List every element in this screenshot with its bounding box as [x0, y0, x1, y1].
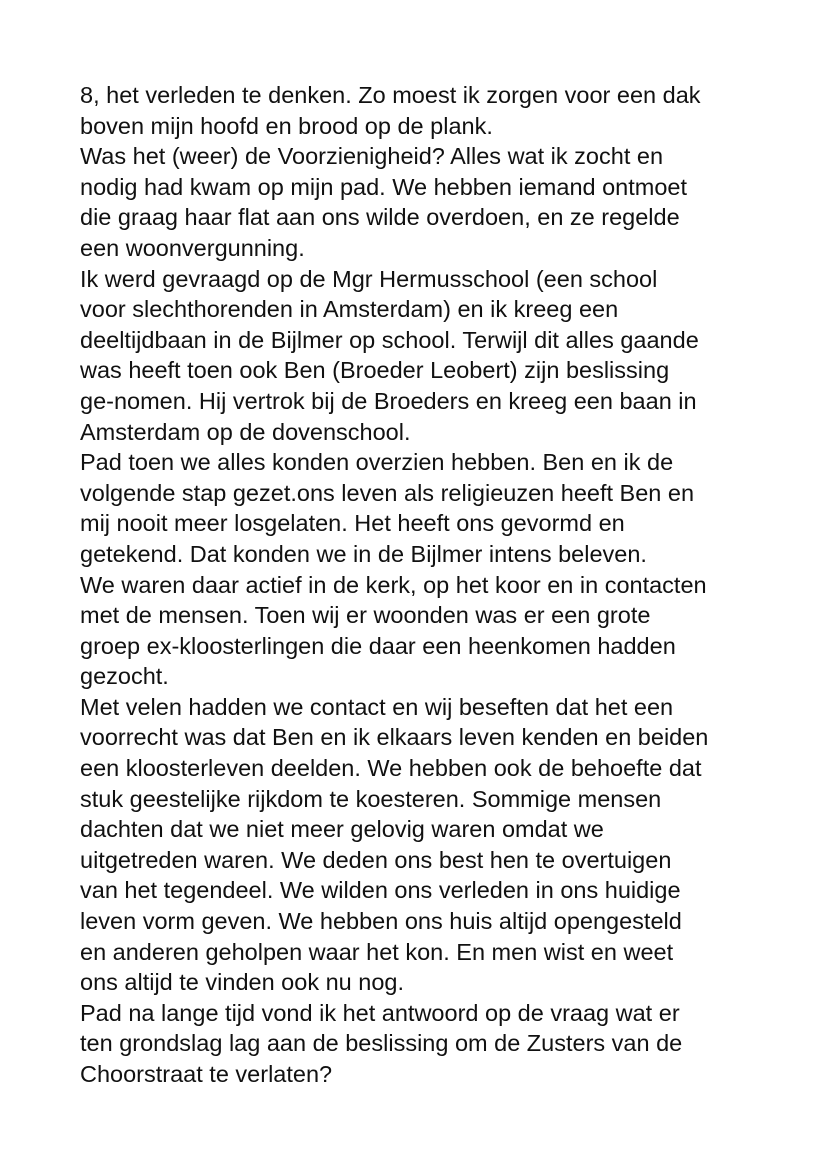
text-line: Met velen hadden we contact en wij beseften dat het een: [80, 693, 674, 720]
text-line: dachten dat we niet meer gelovig waren omdat we: [80, 816, 604, 843]
text-line: van het tegendeel. We wilden ons verleden in ons huidige: [80, 877, 681, 904]
text-line: voor slechthorenden in Amsterdam) en ik kreeg een: [80, 296, 619, 323]
text-line: gezocht.: [80, 663, 169, 690]
text-line: was heeft toen ook Ben (Broeder Leobert) zijn beslissing: [80, 357, 670, 384]
text-line: ten grondslag lag aan de beslissing om de Zusters van de: [80, 1030, 683, 1057]
text-line: uitgetreden waren. We deden ons best hen te overtuigen: [80, 846, 672, 873]
text-line: ge-nomen. Hij vertrok bij de Broeders en kreeg een baan in: [80, 387, 697, 414]
text-line: stuk geestelijke rijkdom te koesteren. Sommige mensen: [80, 785, 662, 812]
text-line: die graag haar flat aan ons wilde overdoen, en ze regelde: [80, 204, 680, 231]
text-line: een kloosterleven deelden. We hebben ook de behoefte dat: [80, 755, 702, 782]
text-line: een woonvergunning.: [80, 234, 305, 261]
text-line: leven vorm geven. We hebben ons huis altijd opengesteld: [80, 908, 682, 935]
text-line: boven mijn hoofd en brood op de plank.: [80, 112, 493, 139]
text-line: volgende stap gezet.ons leven als religieuzen heeft Ben en: [80, 479, 695, 506]
text-line: groep ex-kloosterlingen die daar een heenkomen hadden: [80, 632, 676, 659]
text-line: met de mensen. Toen wij er woonden was er een grote: [80, 602, 651, 629]
text-line: en anderen geholpen waar het kon. En men wist en weet: [80, 938, 674, 965]
body-text: [80, 80, 770, 1090]
text-line: We waren daar actief in de kerk, op het koor en in contacten: [80, 571, 707, 598]
text-line: mij nooit meer losgelaten. Het heeft ons gevormd en: [80, 510, 625, 537]
text-line: ons altijd te vinden ook nu nog.: [80, 969, 405, 996]
text-line: deeltijdbaan in de Bijlmer op school. Terwijl dit alles gaande: [80, 326, 699, 353]
text-line: getekend. Dat konden we in de Bijlmer intens beleven.: [80, 540, 647, 567]
text-line: Choorstraat te verlaten?: [80, 1061, 333, 1087]
text-line: 8, het verleden te denken. Zo moest ik zorgen voor een dak: [80, 82, 701, 108]
text-line: Was het (weer) de Voorzienigheid? Alles wat ik zocht en: [80, 143, 664, 170]
text-line: nodig had kwam op mijn pad. We hebben iemand ontmoet: [80, 173, 688, 200]
text-line: Pad toen we alles konden overzien hebben. Ben en ik de: [80, 449, 674, 476]
text-line: Pad na lange tijd vond ik het antwoord op de vraag wat er: [80, 999, 680, 1026]
text-line: voorrecht was dat Ben en ik elkaars leven kenden en beiden: [80, 724, 709, 751]
text-line: Ik werd gevraagd op de Mgr Hermusschool (een school: [80, 265, 658, 292]
text-line: Amsterdam op de dovenschool.: [80, 418, 411, 445]
